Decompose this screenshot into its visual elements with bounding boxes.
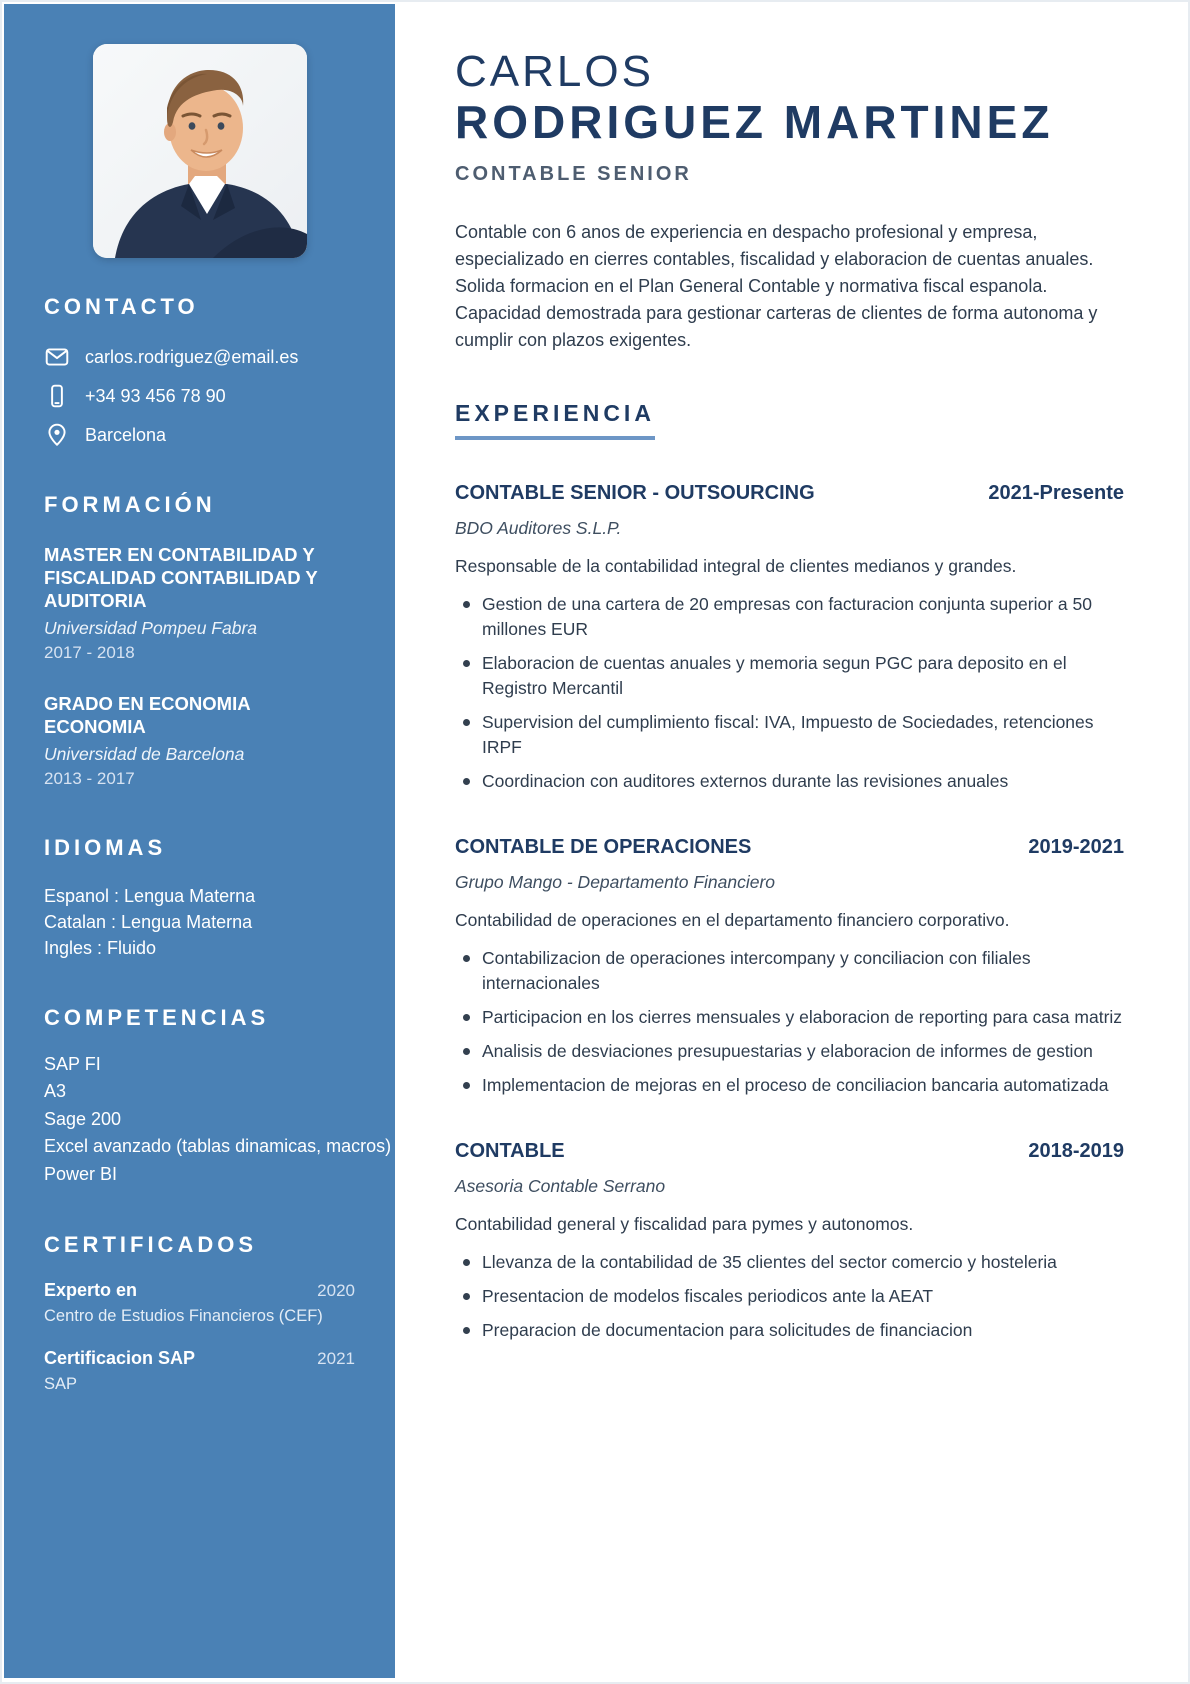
job-dates: 2018-2019	[1028, 1140, 1124, 1163]
experience-section	[455, 400, 1124, 440]
job-entry	[455, 836, 1124, 1098]
language-item: Catalan : Lengua Materna	[44, 911, 253, 932]
job-dates: 2021-Presente	[988, 482, 1124, 505]
job-dates: 2019-2021	[1028, 836, 1124, 859]
job-bullet: Elaboracion de cuentas anuales y memoria segun PGC para deposito en el Registro Mercantil	[455, 651, 1124, 701]
job-bullet: Gestion de una cartera de 20 empresas con facturacion conjunta superior a 50 millones EUR	[455, 592, 1124, 642]
skill-item: Excel avanzado (tablas dinamicas, macros)	[44, 1136, 392, 1157]
job-bullet: Llevanza de la contabilidad de 35 clientes del sector comercio y hosteleria	[455, 1250, 1124, 1275]
job-company: Asesoria Contable Serrano	[455, 1176, 666, 1197]
contact-section	[44, 294, 355, 448]
job-description: Contabilidad de operaciones en el departamento financiero corporativo.	[455, 910, 1010, 931]
education-heading: FORMACIÓN	[44, 492, 216, 517]
education-section	[44, 492, 355, 789]
certificate-year: 2020	[317, 1281, 355, 1301]
main-column	[395, 4, 1186, 1680]
job-entry	[455, 1140, 1124, 1343]
job-bullet: Contabilizacion de operaciones intercompany y conciliacion con filiales internacionales	[455, 946, 1124, 996]
language-item: Ingles : Fluido	[44, 937, 157, 958]
contact-row-phone	[44, 383, 355, 409]
certificate-year: 2021	[317, 1349, 355, 1369]
education-school: Universidad de Barcelona	[44, 743, 245, 764]
education-item	[44, 544, 355, 663]
first-name: CARLOS	[455, 47, 654, 96]
languages-section	[44, 835, 355, 961]
education-school: Universidad Pompeu Fabra	[44, 617, 258, 638]
contact-phone-value: +34 93 456 78 90	[85, 385, 226, 406]
job-bullet: Supervision del cumplimiento fiscal: IVA, Impuesto de Sociedades, retenciones IRPF	[455, 710, 1124, 760]
certificate-name: Certificacion SAP	[44, 1348, 196, 1369]
skills-section	[44, 1004, 392, 1189]
job-bullet: Presentacion de modelos fiscales periodicos ante la AEAT	[455, 1284, 1124, 1309]
phone-icon	[44, 383, 70, 409]
education-dates: 2017 - 2018	[44, 642, 135, 662]
job-bullet: Implementacion de mejoras en el proceso de conciliacion bancaria automatizada	[455, 1073, 1124, 1098]
job-company: Grupo Mango - Departamento Financiero	[455, 872, 776, 893]
last-name: RODRIGUEZ MARTINEZ	[455, 96, 1054, 149]
skill-item: Power BI	[44, 1163, 118, 1184]
certificate-item	[44, 1280, 355, 1326]
languages-list	[44, 883, 355, 961]
job-bullet: Preparacion de documentacion para solicitudes de financiacion	[455, 1318, 1124, 1343]
education-item	[44, 693, 355, 789]
contact-email-value: carlos.rodriguez@email.es	[85, 346, 299, 367]
experience-heading: EXPERIENCIA	[455, 400, 655, 440]
job-title: CONTABLE DE OPERACIONES	[455, 836, 752, 859]
contact-location-value: Barcelona	[85, 424, 167, 445]
profile-photo	[93, 44, 307, 258]
certificate-item	[44, 1348, 355, 1394]
job-bullet-list	[455, 946, 1124, 1098]
certificate-issuer: SAP	[44, 1375, 78, 1394]
job-bullet-list	[455, 592, 1124, 794]
job-bullet: Participacion en los cierres mensuales y elaboracion de reporting para casa matriz	[455, 1005, 1124, 1030]
job-company: BDO Auditores S.L.P.	[455, 518, 622, 539]
certificates-heading: CERTIFICADOS	[44, 1232, 257, 1258]
job-title-header: CONTABLE SENIOR	[455, 163, 692, 186]
location-pin-icon	[44, 422, 70, 448]
contact-row-location	[44, 422, 355, 448]
job-description: Responsable de la contabilidad integral de clientes medianos y grandes.	[455, 556, 1017, 577]
job-entry	[455, 482, 1124, 794]
job-title: CONTABLE SENIOR - OUTSOURCING	[455, 482, 815, 505]
professional-summary: Contable con 6 anos de experiencia en despacho profesional y empresa, especializado en cierres contables, fiscalidad y elaboracion de cuentas anuales. Solida formacion en el Plan General Contable y normativa fiscal espanola. Capacidad demostrada para gestionar carteras de clientes de forma autonoma y cumplir con plazos exigentes.	[455, 222, 1098, 351]
contact-rows	[44, 344, 355, 448]
job-bullet: Analisis de desviaciones presupuestarias y elaboracion de informes de gestion	[455, 1039, 1124, 1064]
language-item: Espanol : Lengua Materna	[44, 885, 256, 906]
education-dates: 2013 - 2017	[44, 768, 135, 788]
job-description: Contabilidad general y fiscalidad para pymes y autonomos.	[455, 1214, 914, 1235]
certificates-section	[44, 1232, 355, 1394]
skill-item: Sage 200	[44, 1108, 122, 1129]
certificate-name: Experto en	[44, 1280, 138, 1301]
languages-heading: IDIOMAS	[44, 834, 167, 860]
job-bullet: Coordinacion con auditores externos durante las revisiones anuales	[455, 769, 1124, 794]
skills-list	[44, 1051, 392, 1189]
profile-photo-illustration	[93, 44, 307, 258]
education-degree: MASTER EN CONTABILIDAD Y FISCALIDAD CONTABILIDAD Y AUDITORIA	[44, 544, 318, 611]
contact-heading: CONTACTO	[44, 294, 199, 319]
contact-row-email	[44, 344, 355, 370]
email-icon	[44, 344, 70, 370]
sidebar	[4, 4, 395, 1678]
job-title: CONTABLE	[455, 1140, 565, 1163]
skill-item: SAP FI	[44, 1053, 101, 1074]
education-degree: GRADO EN ECONOMIA ECONOMIA	[44, 692, 250, 737]
skills-heading: COMPETENCIAS	[44, 1004, 270, 1030]
skill-item: A3	[44, 1081, 67, 1102]
job-bullet-list	[455, 1250, 1124, 1343]
certificate-issuer: Centro de Estudios Financieros (CEF)	[44, 1307, 323, 1326]
